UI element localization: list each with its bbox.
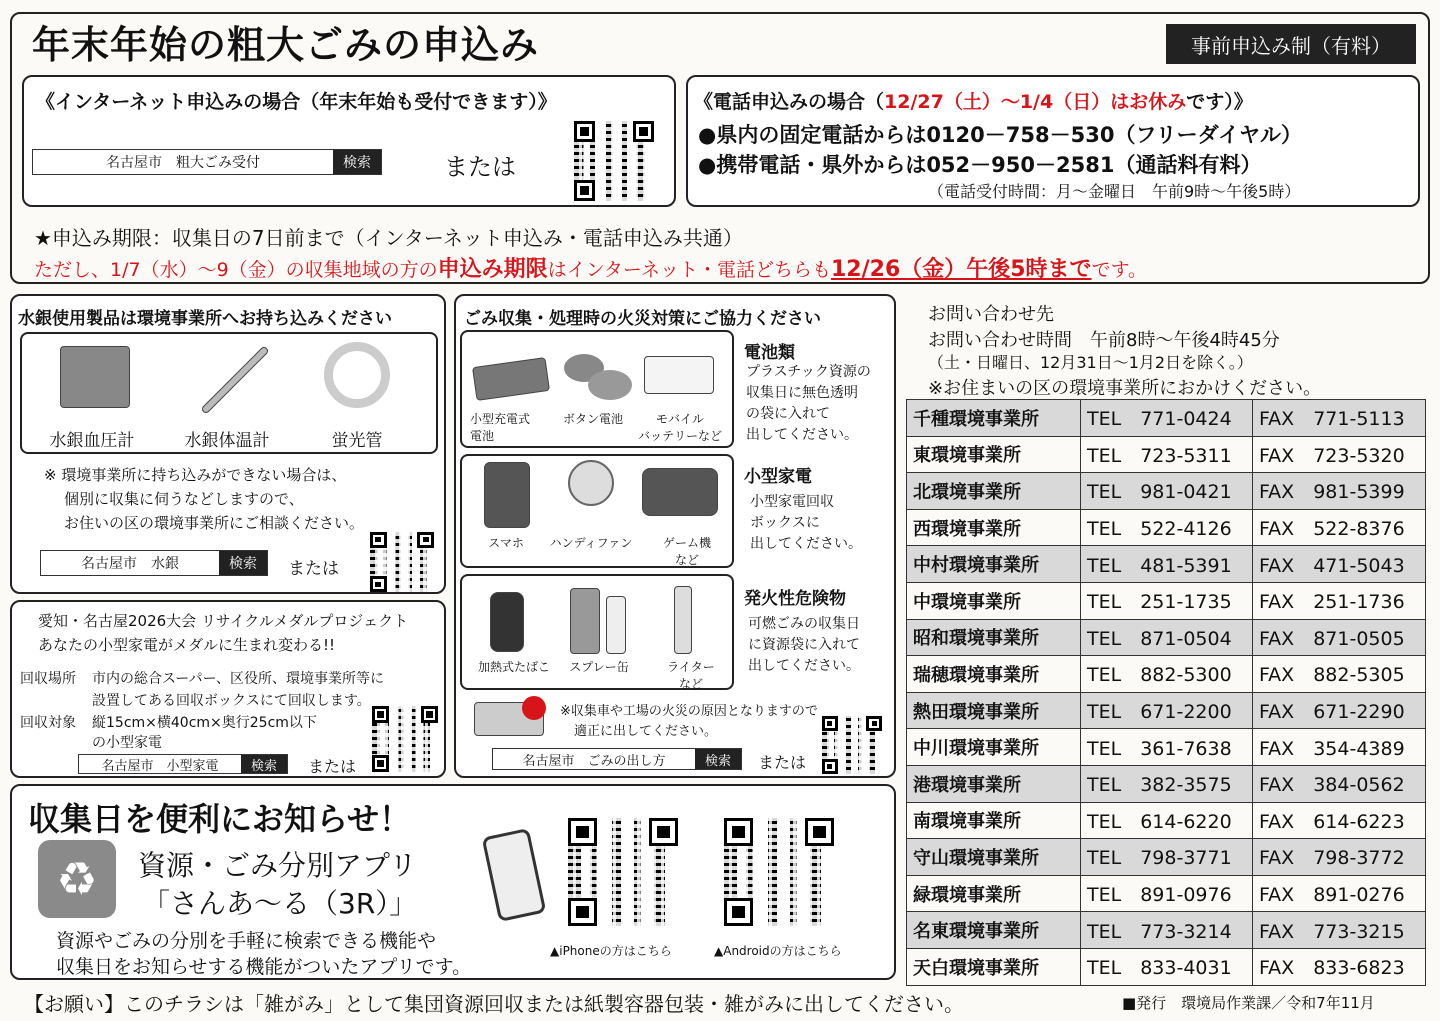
internet-section	[22, 75, 676, 207]
hazard-title: 発火性危険物	[744, 589, 846, 609]
qr-code-icon[interactable]	[372, 706, 438, 772]
qr-code-icon[interactable]	[724, 818, 834, 926]
contact-title: お問い合わせ先	[928, 304, 1054, 325]
item-label: 加熱式たばこ	[477, 660, 550, 674]
place-label: 回収場所	[20, 671, 76, 687]
or-text: または	[288, 559, 339, 579]
office-tel: TEL 773-3214	[1081, 912, 1253, 949]
deadline-exception: ただし、1/7（水）～9（金）の収集地域の方の申込み期限はインターネット・電話どちらも12/26（金）午後5時までです。	[34, 257, 1148, 282]
footer-request: 【お願い】このチラシは「雑がみ」として集団資源回収または紙製容器包装・雑がみに出してください。	[24, 992, 964, 1016]
office-row	[907, 729, 1426, 766]
page-title: 年末年始の粗大ごみの申込み	[32, 23, 540, 67]
office-name: 西環境事業所	[907, 509, 1081, 546]
medal-title: 愛知・名古屋2026大会 リサイクルメダルプロジェクト	[38, 612, 409, 630]
office-name: 瑞穂環境事業所	[907, 656, 1081, 693]
qr-code-icon[interactable]	[568, 818, 678, 926]
target-label: 回収対象	[20, 715, 76, 731]
app-description: 資源やごみの分別を手軽に検索できる機能や	[56, 930, 437, 952]
or-text: または	[444, 153, 516, 181]
office-fax: FAX 833-6823	[1253, 948, 1426, 985]
office-row	[907, 473, 1426, 510]
mobile-number: ●携帯電話・県外からは052－950－2581（通話料有料）	[698, 153, 1262, 177]
office-fax: FAX 384-0562	[1253, 765, 1426, 802]
qr-code-icon[interactable]	[574, 121, 654, 201]
mercury-search[interactable]	[40, 550, 268, 576]
office-row	[907, 912, 1426, 949]
office-name: 天白環境事業所	[907, 948, 1081, 985]
app-name: 「さんあ～る（3R）」	[142, 887, 418, 920]
game-console-icon	[642, 468, 718, 516]
office-name: 昭和環境事業所	[907, 619, 1081, 656]
mercury-note: ※ 環境事業所に持ち込みができない場合は、	[44, 466, 347, 484]
item-label: 小型充電式 電池	[470, 412, 531, 443]
search-button[interactable]: 検索	[695, 749, 741, 769]
office-name: 中村環境事業所	[907, 546, 1081, 583]
phone-heading: 《電話申込みの場合（12/27（土）～1/4（日）はお休みです）》	[694, 91, 1253, 113]
appliance-text: 小型家電回収 ボックスに 出してください。	[750, 494, 862, 552]
office-name: 中環境事業所	[907, 582, 1081, 619]
battery-title: 電池類	[744, 343, 795, 363]
smartphone-icon	[484, 462, 530, 528]
phone-hours: （電話受付時間：月～金曜日 午前9時～午後5時）	[928, 182, 1301, 201]
item-label: モバイル バッテリーなど	[637, 412, 722, 443]
office-fax: FAX 354-4389	[1253, 729, 1426, 766]
office-tel: TEL 833-4031	[1081, 948, 1253, 985]
item-label: 水銀血圧計	[49, 431, 135, 451]
item-label: 水銀体温計	[184, 431, 270, 451]
fire-icon	[522, 696, 546, 720]
appliance-title: 小型家電	[744, 467, 812, 487]
office-tel: TEL 771-0424	[1081, 400, 1253, 437]
office-fax: FAX 522-8376	[1253, 509, 1426, 546]
office-name: 港環境事業所	[907, 765, 1081, 802]
office-row	[907, 400, 1426, 437]
target-text: の小型家電	[92, 735, 162, 751]
office-fax: FAX 871-0505	[1253, 619, 1426, 656]
fire-note: ※収集車や工場の火災の原因となりますので	[560, 704, 818, 719]
qr-code-icon[interactable]	[370, 532, 434, 592]
search-button[interactable]: 検索	[219, 551, 267, 575]
contact-hours: お問い合わせ時間 午前8時～午後4時45分	[928, 330, 1280, 351]
office-fax: FAX 891-0276	[1253, 875, 1426, 912]
office-fax: FAX 471-5043	[1253, 546, 1426, 583]
search-button[interactable]: 検索	[241, 755, 287, 773]
office-row	[907, 436, 1426, 473]
app-description: 収集日をお知らせする機能がついたアプリです。	[56, 956, 472, 978]
or-text: または	[758, 753, 807, 772]
target-text: 縦15cm×横40cm×奥行25cm以下	[92, 715, 317, 731]
office-row	[907, 839, 1426, 876]
item-label: スプレー缶	[569, 660, 629, 674]
handy-fan-icon	[568, 460, 614, 506]
or-text: または	[308, 757, 357, 776]
office-fax: FAX 882-5305	[1253, 656, 1426, 693]
mercury-heading: 水銀使用製品は環境事業所へお持ち込みください	[18, 309, 392, 329]
search-query[interactable]: 名古屋市 水銀	[81, 556, 179, 572]
search-query[interactable]: 名古屋市 粗大ごみ受付	[106, 155, 260, 171]
deadline-text: ★申込み期限：収集日の7日前まで（インターネット申込み・電話申込み共通）	[34, 226, 743, 250]
search-button[interactable]: 検索	[333, 150, 381, 174]
internet-search[interactable]	[32, 149, 382, 175]
office-tel: TEL 871-0504	[1081, 619, 1253, 656]
item-label: ハンディファン	[549, 536, 633, 550]
landline-number: ●県内の固定電話からは0120－758－530（フリーダイヤル）	[698, 123, 1302, 147]
office-tel: TEL 522-4126	[1081, 509, 1253, 546]
office-row	[907, 656, 1426, 693]
office-tel: TEL 481-5391	[1081, 546, 1253, 583]
heated-tobacco-icon	[490, 592, 524, 652]
office-row	[907, 765, 1426, 802]
item-label: ボタン電池	[562, 412, 623, 426]
contact-except: （土・日曜日、12月31日～1月2日を除く。）	[928, 353, 1253, 372]
office-name: 北環境事業所	[907, 473, 1081, 510]
medal-search[interactable]	[78, 754, 288, 774]
button-battery-icon	[588, 370, 632, 400]
item-label: ゲーム機 など	[662, 536, 711, 567]
fire-section	[454, 294, 896, 778]
android-label: ▲Androidの方はこちら	[714, 944, 842, 958]
office-fax: FAX 798-3772	[1253, 839, 1426, 876]
spray-can-icon	[570, 588, 600, 654]
fire-heading: ごみ収集・処理時の火災対策にご協力ください	[464, 309, 821, 329]
fire-note: 適正に出してください。	[574, 724, 718, 739]
place-text: 市内の総合スーパー、区役所、環境事業所等に	[92, 671, 385, 687]
office-tel: TEL 671-2200	[1081, 692, 1253, 729]
fluorescent-lamp-icon	[324, 342, 390, 408]
office-tel: TEL 882-5300	[1081, 656, 1253, 693]
item-label: ライター など	[667, 660, 715, 691]
office-name: 守山環境事業所	[907, 839, 1081, 876]
office-row	[907, 509, 1426, 546]
office-name: 熱田環境事業所	[907, 692, 1081, 729]
office-row	[907, 692, 1426, 729]
battery-text: プラスチック資源の 収集日に無色透明 の袋に入れて 出してください。	[746, 364, 871, 443]
mobile-battery-icon	[644, 356, 714, 394]
office-fax: FAX 981-5399	[1253, 473, 1426, 510]
office-row	[907, 802, 1426, 839]
office-row	[907, 875, 1426, 912]
app-section	[10, 784, 896, 980]
app-name: 資源・ごみ分別アプリ	[138, 849, 417, 882]
office-tel: TEL 798-3771	[1081, 839, 1253, 876]
office-fax: FAX 251-1736	[1253, 582, 1426, 619]
footer-issuer: ■発行 環境局作業課／令和7年11月	[1122, 994, 1375, 1012]
office-name: 名東環境事業所	[907, 912, 1081, 949]
item-label: スマホ	[488, 536, 524, 550]
contact-note: ※お住まいの区の環境事業所におかけください。	[928, 378, 1322, 399]
qr-code-icon[interactable]	[822, 716, 882, 774]
search-query[interactable]: 名古屋市 ごみの出し方	[522, 753, 666, 769]
office-fax: FAX 671-2290	[1253, 692, 1426, 729]
app-heading: 収集日を便利にお知らせ！	[28, 800, 412, 838]
office-tel: TEL 723-5311	[1081, 436, 1253, 473]
office-tel: TEL 891-0976	[1081, 875, 1253, 912]
mercury-section	[10, 294, 446, 594]
place-text: 設置してある回収ボックスにて回収します。	[92, 693, 371, 709]
mercury-note: 個別に収集に伺うなどしますので、	[64, 490, 304, 508]
fire-search[interactable]	[492, 748, 742, 770]
office-name: 東環境事業所	[907, 436, 1081, 473]
iphone-label: ▲iPhoneの方はこちら	[550, 944, 672, 958]
office-name: 緑環境事業所	[907, 875, 1081, 912]
office-tel: TEL 361-7638	[1081, 729, 1253, 766]
office-fax: FAX 723-5320	[1253, 436, 1426, 473]
office-fax: FAX 771-5113	[1253, 400, 1426, 437]
recycle-icon: ♻	[38, 840, 116, 918]
office-name: 千種環境事業所	[907, 400, 1081, 437]
item-label: 蛍光管	[331, 431, 383, 451]
office-row	[907, 582, 1426, 619]
internet-heading: 《インターネット申込みの場合（年末年始も受付できます）》	[36, 91, 557, 113]
office-name: 南環境事業所	[907, 802, 1081, 839]
prepaid-badge: 事前申込み制（有料）	[1166, 24, 1416, 64]
office-tel: TEL 251-1735	[1081, 582, 1253, 619]
smartphone-app-icon	[482, 828, 547, 922]
office-row	[907, 546, 1426, 583]
search-query[interactable]: 名古屋市 小型家電	[101, 758, 219, 774]
medal-subtitle: あなたの小型家電がメダルに生まれ変わる!!	[38, 636, 336, 654]
spray-can-icon	[606, 596, 626, 654]
office-tel: TEL 981-0421	[1081, 473, 1253, 510]
office-tel: TEL 614-6220	[1081, 802, 1253, 839]
mercury-note: お住いの区の環境事業所にご相談ください。	[64, 514, 365, 532]
office-row	[907, 948, 1426, 985]
office-name: 中川環境事業所	[907, 729, 1081, 766]
hazard-text: 可燃ごみの収集日 に資源袋に入れて 出してください。	[748, 616, 860, 674]
office-table	[906, 399, 1426, 986]
phone-section	[686, 75, 1420, 207]
blood-pressure-monitor-icon	[60, 346, 130, 408]
lighter-icon	[674, 586, 692, 654]
office-fax: FAX 614-6223	[1253, 802, 1426, 839]
office-row	[907, 619, 1426, 656]
office-tel: TEL 382-3575	[1081, 765, 1253, 802]
medal-section	[10, 600, 446, 778]
office-fax: FAX 773-3215	[1253, 912, 1426, 949]
